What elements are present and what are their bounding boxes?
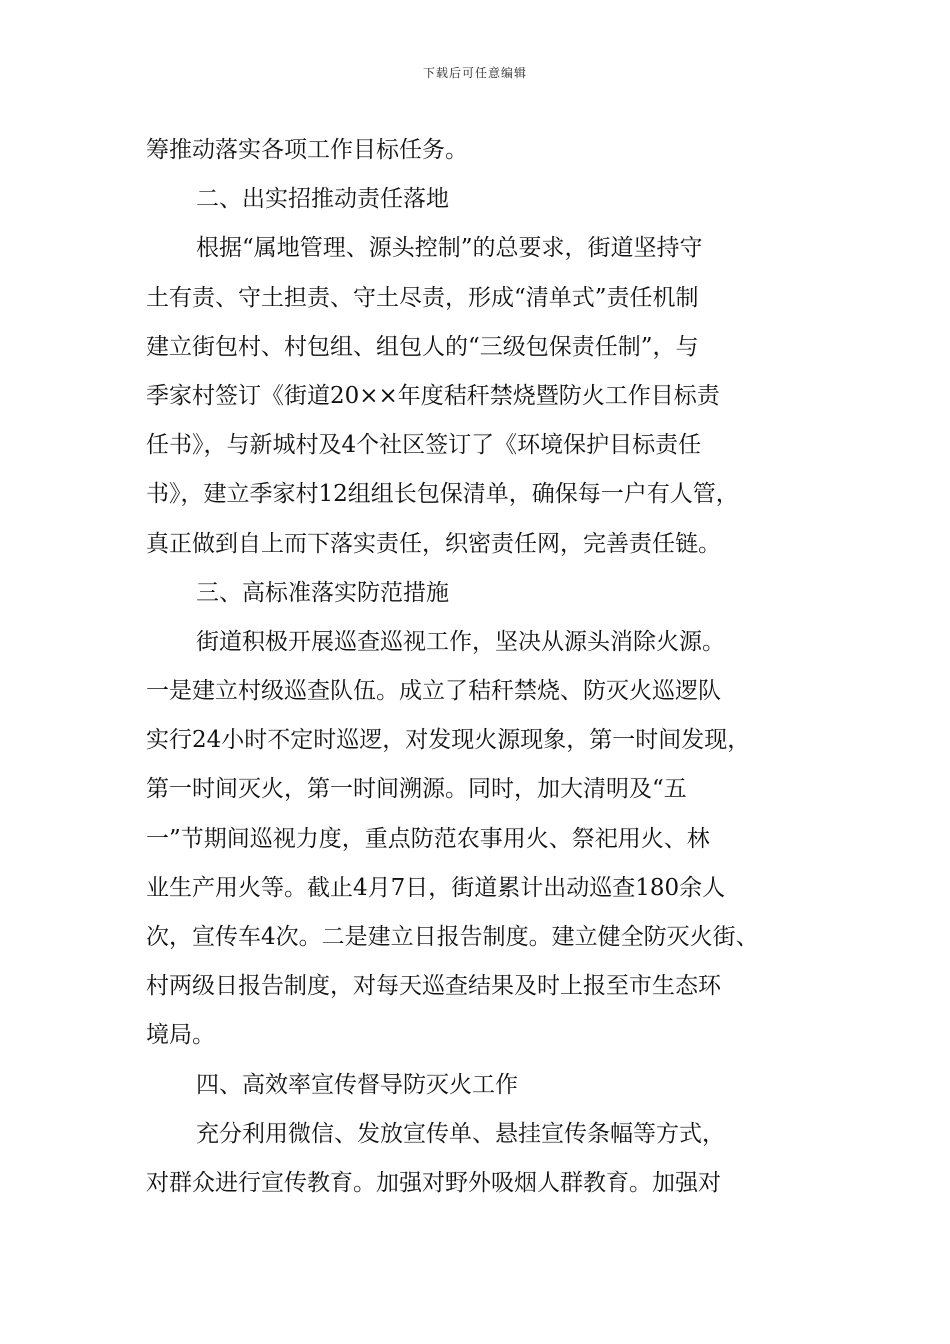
paragraph-line: 充分利用微信、发放宣传单、悬挂宣传条幅等方式， — [196, 1120, 725, 1147]
paragraph-line: 对群众进行宣传教育。加强对野外吸烟人群教育。加强对 — [146, 1169, 721, 1196]
paragraph-line: 土有责、守土担责、守土尽责，形成“清单式”责任机制 — [146, 284, 699, 311]
document-body — [146, 126, 814, 1208]
paragraph-line: 一”节期间巡视力度，重点防范农事用火、祭祀用火、林 — [146, 825, 710, 852]
paragraph-line: 书》，建立季家村12组组长包保清单，确保每一户有人管， — [146, 481, 739, 508]
paragraph-line: 第一时间灭火，第一时间溯源。同时，加大清明及“五 — [146, 776, 687, 803]
paragraph-line: 建立街包村、村包组、组包人的“三级包保责任制”，与 — [146, 333, 699, 360]
paragraph-line: 真正做到自上而下落实责任，织密责任网，完善责任链。 — [146, 530, 721, 557]
paragraph-line: 业生产用火等。截止4月7日，街道累计出动巡查180余人 — [146, 874, 726, 901]
paragraph-line: 筹推动落实各项工作目标任务。 — [146, 137, 468, 163]
paragraph-line: 任书》，与新城村及4个社区签订了《环境保护目标责任 — [146, 432, 702, 459]
section-heading: 三、高标准落实防范措施 — [196, 579, 449, 606]
paragraph-line: 一是建立村级巡查队伍。成立了秸秆禁烧、防灭火巡逻队 — [146, 678, 721, 705]
page-header-note: 下载后可任意编辑 — [422, 66, 527, 80]
paragraph-line: 街道积极开展巡查巡视工作，坚决从源头消除火源。 — [196, 628, 725, 655]
section-heading: 四、高效率宣传督导防灭火工作 — [196, 1071, 518, 1098]
paragraph-line: 境局。 — [146, 1022, 215, 1049]
paragraph-line: 季家村签订《街道20××年度秸秆禁烧暨防火工作目标责 — [146, 382, 720, 409]
paragraph-line: 次，宣传车4次。二是建立日报告制度。建立健全防灭火街、 — [146, 924, 759, 950]
paragraph-line: 根据“属地管理、源头控制”的总要求，街道坚持守 — [196, 235, 703, 262]
section-heading: 二、出实招推动责任落地 — [196, 186, 449, 213]
paragraph-line: 村两级日报告制度，对每天巡查结果及时上报至市生态环 — [146, 973, 721, 1000]
paragraph-line: 实行24小时不定时巡逻，对发现火源现象，第一时间发现， — [146, 727, 751, 754]
